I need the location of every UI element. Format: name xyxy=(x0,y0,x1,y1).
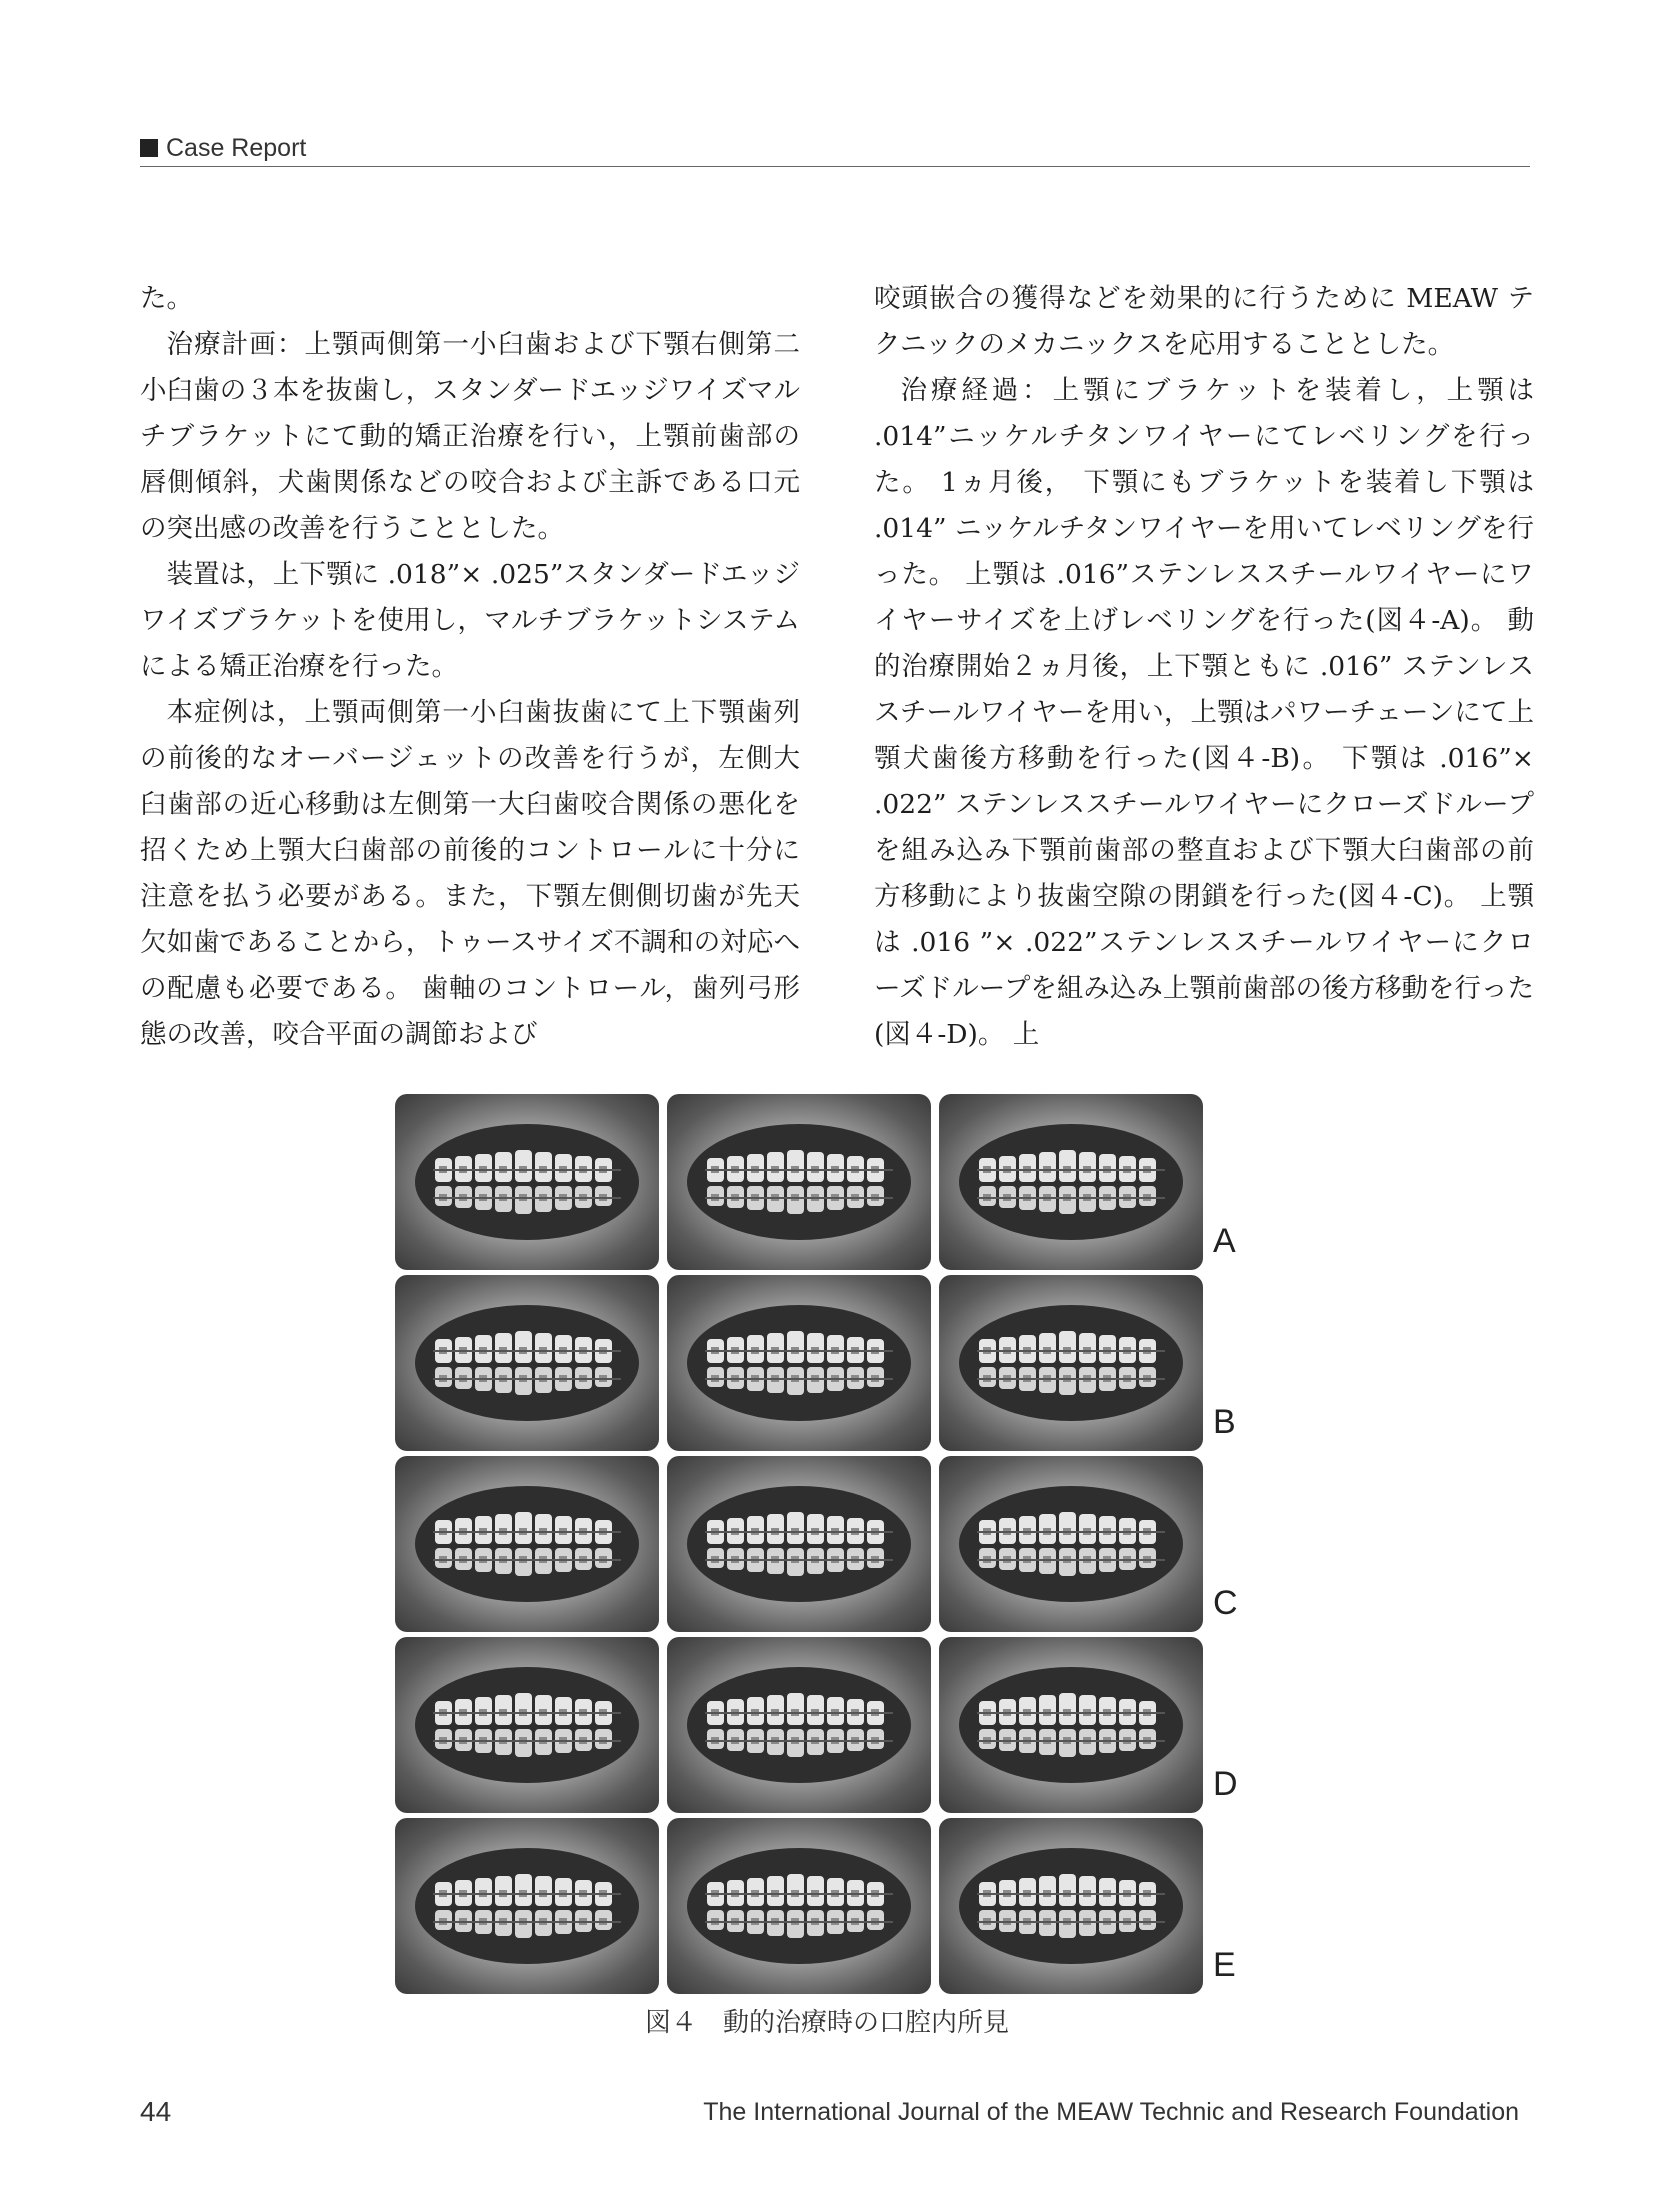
paragraph: た。 xyxy=(140,283,193,314)
intraoral-photo-left xyxy=(939,1275,1203,1451)
intraoral-photo-right xyxy=(395,1456,659,1632)
row-label: C xyxy=(1213,1584,1238,1622)
paragraph-case-notes: 本症例は，上顎両側第一小臼歯抜歯にて上下顎歯列の前後的なオーバージェットの改善を行うが，左側大臼歯部の近心移動は左側第一大臼歯咬合関係の悪化を招くため上顎大臼歯部の前後的コントロールに十分に注意を払う必要がある。また，下顎左側側切歯が先天欠如歯であることから，トゥースサイズ不調和の対応への配慮も必要である。 歯軸のコントロール，歯列弓形態の改善，咬合平面の調節および xyxy=(140,697,800,1050)
paragraph-appliance: 装置は，上下顎に .018”× .025”スタンダードエッジワイズブラケットを使用し，マルチブラケットシステムによる矯正治療を行った。 xyxy=(140,559,800,682)
intraoral-photo-right xyxy=(395,1094,659,1270)
intraoral-photo-right xyxy=(395,1275,659,1451)
intraoral-photo-left xyxy=(939,1456,1203,1632)
header-rule xyxy=(140,166,1530,167)
right-column xyxy=(874,276,1534,1058)
intraoral-photo-left xyxy=(939,1637,1203,1813)
intraoral-photo-right xyxy=(395,1637,659,1813)
journal-name: The International Journal of the MEAW Technic and Research Foundation xyxy=(703,2098,1519,2126)
intraoral-photo-frontal xyxy=(667,1818,931,1994)
section-header xyxy=(140,130,1530,166)
section-title: Case Report xyxy=(166,134,307,162)
row-label: B xyxy=(1213,1403,1236,1441)
row-label: A xyxy=(1213,1222,1236,1260)
intraoral-photo-frontal xyxy=(667,1637,931,1813)
intraoral-photo-frontal xyxy=(667,1275,931,1451)
paragraph-treatment-progress: 治療経過：上顎にブラケットを装着し，上顎は .014”ニッケルチタンワイヤーにてレベリングを行った。 1ヵ月後， 下顎にもブラケットを装着し下顎は .014” ニッケルチタンワイヤーを用いてレベリングを行った。 上顎は .016”ステンレススチールワイヤーにワイヤーサイズを上げレベリングを行った(図４-A)。 動的治療開始２ヵ月後，上下顎ともに .016” ステンレススチールワイヤーを用い，上顎はパワーチェーンにて上顎犬歯後方移動を行った(図４-B)。 下顎は .016”× .022” ステンレススチールワイヤーにクローズドループを組み込み下顎前歯部の整直および下顎大臼歯部の前方移動により抜歯空隙の閉鎖を行った(図４-C)。 上顎は .016 ”× .022”ステンレススチールワイヤーにクローズドループを組み込み上顎前歯部の後方移動を行った(図４-D)。 上 xyxy=(874,375,1534,1050)
paragraph: 咬頭嵌合の獲得などを効果的に行うために MEAW テクニックのメカニックスを応用することとした。 xyxy=(874,283,1534,360)
square-bullet-icon xyxy=(140,139,158,157)
intraoral-photo-frontal xyxy=(667,1094,931,1270)
paragraph-treatment-plan: 治療計画：上顎両側第一小臼歯および下顎右側第二小臼歯の３本を抜歯し，スタンダードエッジワイズマルチブラケットにて動的矯正治療を行い，上顎前歯部の唇側傾斜，犬歯関係などの咬合および主訴である口元の突出感の改善を行うこととした。 xyxy=(140,329,800,544)
intraoral-photo-left xyxy=(939,1818,1203,1994)
intraoral-photo-left xyxy=(939,1094,1203,1270)
figure-4 xyxy=(395,1094,1255,2000)
row-label: E xyxy=(1213,1946,1236,1984)
intraoral-photo-right xyxy=(395,1818,659,1994)
row-label: D xyxy=(1213,1765,1238,1803)
left-column xyxy=(140,276,800,1058)
intraoral-photo-frontal xyxy=(667,1456,931,1632)
figure-caption: 図４ 動的治療時の口腔内所見 xyxy=(644,2008,1009,2038)
page-number: 44 xyxy=(140,2096,172,2127)
